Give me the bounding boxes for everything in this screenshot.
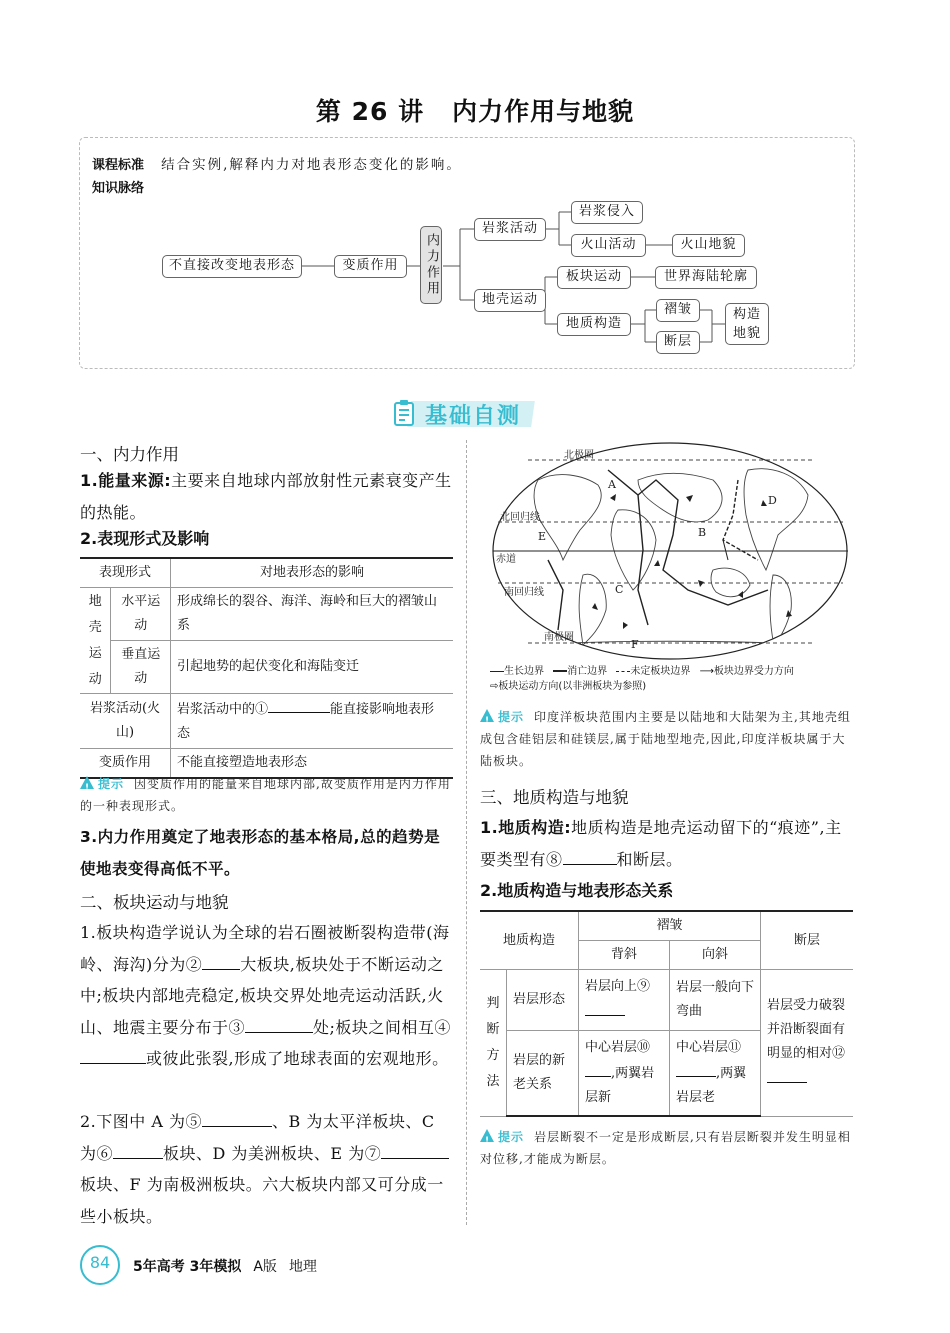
page-number: 84 xyxy=(89,1253,111,1272)
forms-title: 2.表现形式及影响 xyxy=(80,529,210,548)
map-label-equator: 赤道 xyxy=(496,554,516,565)
node-structural-landform: 构造地貌 xyxy=(725,303,769,345)
plate-letter-c: C xyxy=(615,583,624,596)
node-crust-movement: 地壳运动 xyxy=(474,289,546,312)
node-volcanic-activity: 火山活动 xyxy=(571,234,646,257)
node-land-sea-outline: 世界海陆轮廓 xyxy=(655,266,757,289)
plate-letter-b: B xyxy=(698,526,707,539)
tip-2: !提示 印度洋板块范围内主要是以陆地和大陆架为主,其地壳组成包含硅铝层和硅镁层,属于陆地型地壳,因此,印度洋板块属于大陆板块。 xyxy=(480,706,854,772)
cell-layer-age: 岩层的新老关系 xyxy=(507,1031,579,1117)
notepad-icon xyxy=(393,399,419,429)
internal-force-summary: 3.内力作用奠定了地表形态的基本格局,总的趋势是使地表变得高低不平。 xyxy=(80,828,441,878)
course-standard: 课程标准 结合实例,解释内力对地表形态变化的影响。 xyxy=(92,157,462,173)
cell-anticline-shape: 岩层向上⑨ xyxy=(579,970,670,1031)
node-intrusion: 岩浆侵入 xyxy=(571,201,643,224)
section-banner: 基础自测 xyxy=(393,397,538,431)
col-header-effect: 对地表形态的影响 xyxy=(171,558,454,588)
plate-theory-para: 1.板块构造学说认为全球的岩石圈被断裂构造带(海岭、海沟)分为② 大板块,板块处于不断运动之中;板块内部地壳稳定,板块交界处地壳运动活跃,火山、地震主要分布于③ 处;板块之间相互④或彼此张裂,形成了地球表面的宏观地形。 xyxy=(80,923,451,1068)
node-fault: 断层 xyxy=(656,331,700,354)
plate-letter-d: D xyxy=(768,494,777,507)
tip-3: !提示 岩层断裂不一定是形成断层,只有岩层断裂并发生明显相对位移,才能成为断层。 xyxy=(480,1126,854,1170)
cell-fold-header: 褶皱 xyxy=(579,911,761,941)
node-no-direct-change: 不直接改变地表形态 xyxy=(162,255,302,278)
cell-judge: 判断方法 xyxy=(480,970,507,1117)
structure-relation-title: 2.地质构造与地表形态关系 xyxy=(480,881,674,900)
hollow-arrow-icon: ⇨ xyxy=(490,681,499,692)
cell-metamorphism: 变质作用 xyxy=(80,749,171,779)
col-header-form: 表现形式 xyxy=(80,558,171,588)
network-label: 知识脉络 xyxy=(92,181,145,196)
section-2-title: 二、板块运动与地貌 xyxy=(80,893,229,912)
warning-icon xyxy=(480,1129,494,1142)
cell-anticline-header: 背斜 xyxy=(579,941,670,970)
node-plate-movement: 板块运动 xyxy=(557,266,631,289)
cell-syncline-shape: 岩层一般向下弯曲 xyxy=(670,970,761,1031)
cell-syncline-header: 向斜 xyxy=(670,941,761,970)
cell-magma-effect: 岩浆活动中的① 能直接影响地表形态 xyxy=(171,694,454,749)
cell-vertical: 垂直运动 xyxy=(111,641,171,694)
map-label-capricorn: 南回归线 xyxy=(504,587,544,598)
page-title: 第 26 讲 内力作用与地貌 xyxy=(315,97,635,126)
cell-fault-header: 断层 xyxy=(761,911,854,970)
cell-struct-header: 地质构造 xyxy=(480,911,579,970)
node-metamorphism: 变质作用 xyxy=(334,255,407,278)
column-divider xyxy=(466,440,467,1225)
map-legend: 生长边界 消亡边界 未定板块边界 ⟶板块边界受力方向 ⇨板块运动方向(以非洲板块为参照) xyxy=(490,666,794,692)
map-label-cancer: 北回归线 xyxy=(500,512,540,523)
energy-source-para: 1.能量来源:主要来自地球内部放射性元素衰变产生的热能。 xyxy=(80,471,452,522)
warning-icon xyxy=(480,709,494,722)
map-label-antarctic: 南极圈 xyxy=(544,632,574,643)
plate-letter-f: F xyxy=(631,638,639,651)
internal-force-table xyxy=(80,557,453,779)
cell-fault-desc: 岩层受力破裂并沿断裂面有明显的相对⑫ xyxy=(761,970,854,1117)
structure-table xyxy=(480,910,853,1117)
cell-crust-movement: 地壳运动 xyxy=(80,588,111,694)
cell-magma: 岩浆活动(火山) xyxy=(80,694,171,749)
map-label-arctic: 北极圈 xyxy=(564,450,594,461)
mindmap-connectors xyxy=(0,0,950,400)
plate-map xyxy=(488,440,853,662)
cell-metamorphism-effect: 不能直接塑造地表形态 xyxy=(171,749,454,779)
plate-map-para: 2.下图中 A 为⑤ 、B 为太平洋板块、C 为⑥ 板块、D 为美洲板块、E 为⑦板块、F 为南极洲板块。六大板块内部又可分成一些小板块。 xyxy=(80,1106,454,1232)
section-1-title: 一、内力作用 xyxy=(80,445,179,464)
cell-vertical-effect: 引起地势的起伏变化和海陆变迁 xyxy=(171,641,454,694)
book-footer: 5年高考 3年模拟 A版 地理 xyxy=(133,1259,317,1275)
node-geologic-structure: 地质构造 xyxy=(557,313,631,336)
warning-icon xyxy=(80,776,94,789)
geologic-structure-para: 1.地质构造:地质构造是地壳运动留下的“痕迹”,主要类型有⑧ 和断层。 xyxy=(480,818,842,869)
cell-layer-shape: 岩层形态 xyxy=(507,970,579,1031)
cell-syncline-age: 中心岩层⑪,两翼岩层老 xyxy=(670,1031,761,1117)
plate-letter-a: A xyxy=(608,478,616,491)
tip-1: !提示 因变质作用的能量来自地球内部,故变质作用是内力作用的一种表现形式。 xyxy=(80,773,454,817)
cell-anticline-age: 中心岩层⑩,两翼岩层新 xyxy=(579,1031,670,1117)
cell-horizontal: 水平运动 xyxy=(111,588,171,641)
plate-letter-e: E xyxy=(538,530,547,543)
node-fold: 褶皱 xyxy=(656,299,700,322)
node-volcanic-landform: 火山地貌 xyxy=(672,234,745,257)
cell-horizontal-effect: 形成绵长的裂谷、海洋、海岭和巨大的褶皱山系 xyxy=(171,588,454,641)
section-3-title: 三、地质构造与地貌 xyxy=(480,788,629,807)
node-magma-activity: 岩浆活动 xyxy=(474,218,546,241)
node-internal-force: 内力作用 xyxy=(420,226,442,304)
